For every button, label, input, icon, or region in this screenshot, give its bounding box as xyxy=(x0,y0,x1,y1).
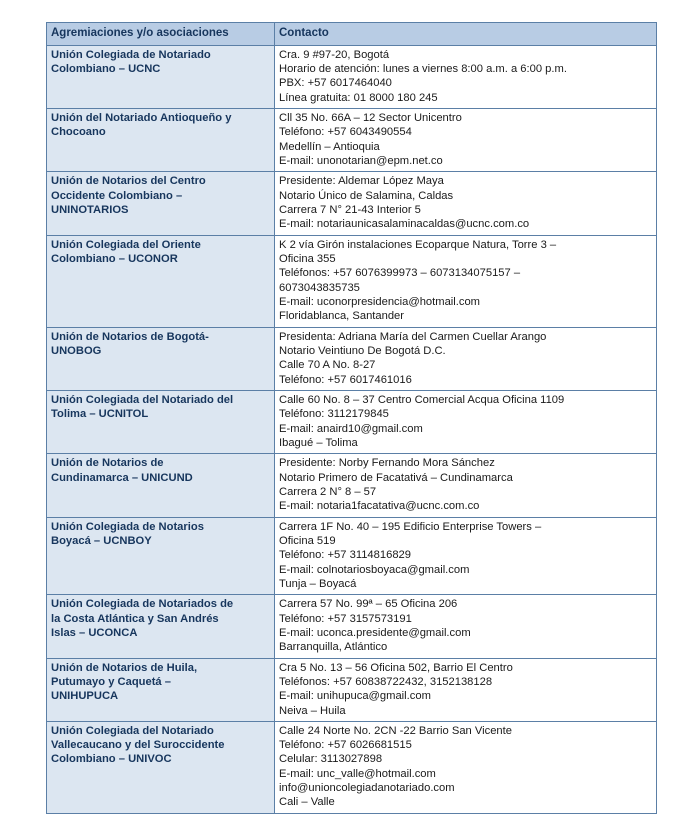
contact-cell xyxy=(275,454,657,517)
contact-line: Cra 5 No. 13 – 56 Oficina 502, Barrio El Centro xyxy=(279,661,513,674)
column-header-contact: Contacto xyxy=(275,23,657,46)
contact-cell xyxy=(275,45,657,108)
table-row xyxy=(47,454,657,517)
table-row xyxy=(47,235,657,327)
contact-line: PBX: +57 6017464040 xyxy=(279,77,392,90)
association-name-line: Unión Colegiada del Oriente xyxy=(51,238,201,251)
contact-line: Horario de atención: lunes a viernes 8:00 a.m. a 6:00 p.m. xyxy=(279,63,567,76)
table-row xyxy=(47,595,657,658)
association-name-line: Unión de Notarios del Centro xyxy=(51,175,206,188)
table-row xyxy=(47,327,657,390)
contact-cell xyxy=(275,390,657,453)
contact-cell xyxy=(275,109,657,172)
association-name-line: Colombiano – UNIVOC xyxy=(51,753,172,766)
association-name-cell xyxy=(47,109,275,172)
association-name-cell xyxy=(47,595,275,658)
association-name-line: Colombiano – UCNC xyxy=(51,63,161,76)
association-name-line: Unión de Notarios de xyxy=(51,457,164,470)
contact-line: Notario Primero de Facatativá – Cundinamarca xyxy=(279,471,513,484)
association-name-line: UNOBOG xyxy=(51,344,102,357)
contact-line: Teléfono: +57 3114816829 xyxy=(279,549,411,562)
contact-line: Teléfono: +57 6026681515 xyxy=(279,739,412,752)
contact-line: Teléfono: +57 3157573191 xyxy=(279,612,412,625)
contact-line: Oficina 519 xyxy=(279,534,336,547)
association-name-cell xyxy=(47,658,275,721)
association-name-line: Boyacá – UCNBOY xyxy=(51,534,152,547)
association-name-cell xyxy=(47,517,275,595)
association-name-line: Unión del Notariado Antioqueño y xyxy=(51,112,232,125)
contact-line: Teléfonos: +57 6076399973 – 6073134075157 – xyxy=(279,267,521,280)
contact-cell xyxy=(275,595,657,658)
contact-line: Carrera 2 N° 8 – 57 xyxy=(279,485,377,498)
association-name-line: Chocoano xyxy=(51,126,106,139)
contact-line: Presidente: Aldemar López Maya xyxy=(279,175,444,188)
contact-line: Presidente: Norby Fernando Mora Sánchez xyxy=(279,457,495,470)
contact-line: Calle 60 No. 8 – 37 Centro Comercial Acqua Oficina 1109 xyxy=(279,393,565,406)
contact-line: E-mail: notaria1facatativa@ucnc.com.co xyxy=(279,500,480,513)
contact-line: Medellín – Antioquia xyxy=(279,140,380,153)
table-row xyxy=(47,172,657,235)
contact-line: Teléfono: 3112179845 xyxy=(279,408,389,421)
associations-table xyxy=(46,22,657,814)
contact-line: Teléfono: +57 6043490554 xyxy=(279,126,412,139)
association-name-line: Colombiano – UCONOR xyxy=(51,252,178,265)
contact-cell xyxy=(275,327,657,390)
association-name-line: UNINOTARIOS xyxy=(51,204,129,216)
association-name-line: Unión Colegiada del Notariado del xyxy=(51,393,234,406)
association-name-cell xyxy=(47,172,275,235)
table-row xyxy=(47,45,657,108)
contact-line: Oficina 355 xyxy=(279,252,336,265)
association-name-line: Unión Colegiada de Notarios xyxy=(51,520,204,533)
association-name-cell xyxy=(47,454,275,517)
table-row xyxy=(47,721,657,813)
contact-cell xyxy=(275,721,657,813)
association-name-line: Unión Colegiada de Notariado xyxy=(51,48,211,61)
contact-line: E-mail: unihupuca@gmail.com xyxy=(279,690,431,703)
contact-line: E-mail: anaird10@gmail.com xyxy=(279,422,423,435)
association-name-cell xyxy=(47,327,275,390)
contact-line: E-mail: unc_valle@hotmail.com xyxy=(279,767,436,780)
table-header-row xyxy=(47,23,657,46)
association-name-line: Occidente Colombiano – xyxy=(51,189,183,202)
table-row xyxy=(47,517,657,595)
association-name-line: Tolima – UCNITOL xyxy=(51,408,149,421)
association-name-line: Cundinamarca – UNICUND xyxy=(51,471,193,484)
association-name-line: Unión Colegiada del Notariado xyxy=(51,724,214,737)
contact-line: E-mail: colnotariosboyaca@gmail.com xyxy=(279,563,470,576)
table-body xyxy=(47,45,657,813)
contact-cell xyxy=(275,172,657,235)
column-header-associations: Agremiaciones y/o asociaciones xyxy=(47,23,275,46)
association-name-cell xyxy=(47,235,275,327)
contact-line: K 2 vía Girón instalaciones Ecoparque Natura, Torre 3 – xyxy=(279,238,557,251)
association-name-line: la Costa Atlántica y San Andrés xyxy=(51,612,219,625)
contact-line: Presidenta: Adriana María del Carmen Cuellar Arango xyxy=(279,330,547,343)
association-name-cell xyxy=(47,390,275,453)
contact-line: Tunja – Boyacá xyxy=(279,577,357,590)
association-name-line: UNIHUPUCA xyxy=(51,690,119,703)
association-name-line: Vallecaucano y del Suroccidente xyxy=(51,739,225,752)
contact-line: Cll 35 No. 66A – 12 Sector Unicentro xyxy=(279,112,462,125)
association-name-line: Unión de Notarios de Huila, xyxy=(51,661,198,674)
contact-line: E-mail: uconorpresidencia@hotmail.com xyxy=(279,295,481,308)
contact-line: Carrera 57 No. 99ª – 65 Oficina 206 xyxy=(279,598,458,611)
contact-line: Cali – Valle xyxy=(279,796,335,809)
table-header xyxy=(47,23,657,46)
contact-line: Floridablanca, Santander xyxy=(279,310,405,323)
table-row xyxy=(47,109,657,172)
association-name-line: Unión Colegiada de Notariados de xyxy=(51,598,234,611)
contact-line: Notario Veintiuno De Bogotá D.C. xyxy=(279,344,446,357)
contact-line: Barranquilla, Atlántico xyxy=(279,641,388,654)
contact-cell xyxy=(275,658,657,721)
contact-line: Calle 24 Norte No. 2CN -22 Barrio San Vicente xyxy=(279,724,512,737)
contact-line: Carrera 1F No. 40 – 195 Edificio Enterprise Towers – xyxy=(279,520,542,533)
contact-line: Calle 70 A No. 8-27 xyxy=(279,359,376,372)
table-row xyxy=(47,390,657,453)
contact-cell xyxy=(275,235,657,327)
contact-line: Notario Único de Salamina, Caldas xyxy=(279,189,454,202)
contact-line: E-mail: notariaunicasalaminacaldas@ucnc.com.co xyxy=(279,218,530,231)
contact-line: Cra. 9 #97-20, Bogotá xyxy=(279,48,390,61)
table-row xyxy=(47,658,657,721)
contact-line: Teléfonos: +57 60838722432, 3152138128 xyxy=(279,675,493,688)
association-name-line: Unión de Notarios de Bogotá- xyxy=(51,330,209,343)
contact-line: Neiva – Huila xyxy=(279,704,346,717)
contact-line: 6073043835735 xyxy=(279,281,360,294)
contact-line: Teléfono: +57 6017461016 xyxy=(279,373,412,386)
association-name-line: Islas – UCONCA xyxy=(51,626,138,639)
contact-line: E-mail: uconca.presidente@gmail.com xyxy=(279,626,471,639)
association-name-cell xyxy=(47,721,275,813)
association-name-cell xyxy=(47,45,275,108)
contact-line: E-mail: unonotarian@epm.net.co xyxy=(279,155,443,168)
contact-line: info@unioncolegiadanotariado.com xyxy=(279,782,455,795)
contact-line: Carrera 7 N° 21-43 Interior 5 xyxy=(279,204,421,216)
contact-line: Línea gratuita: 01 8000 180 245 xyxy=(279,91,438,104)
contact-cell xyxy=(275,517,657,595)
contact-line: Celular: 3113027898 xyxy=(279,753,383,766)
contact-line: Ibagué – Tolima xyxy=(279,436,358,449)
association-name-line: Putumayo y Caquetá – xyxy=(51,675,171,688)
